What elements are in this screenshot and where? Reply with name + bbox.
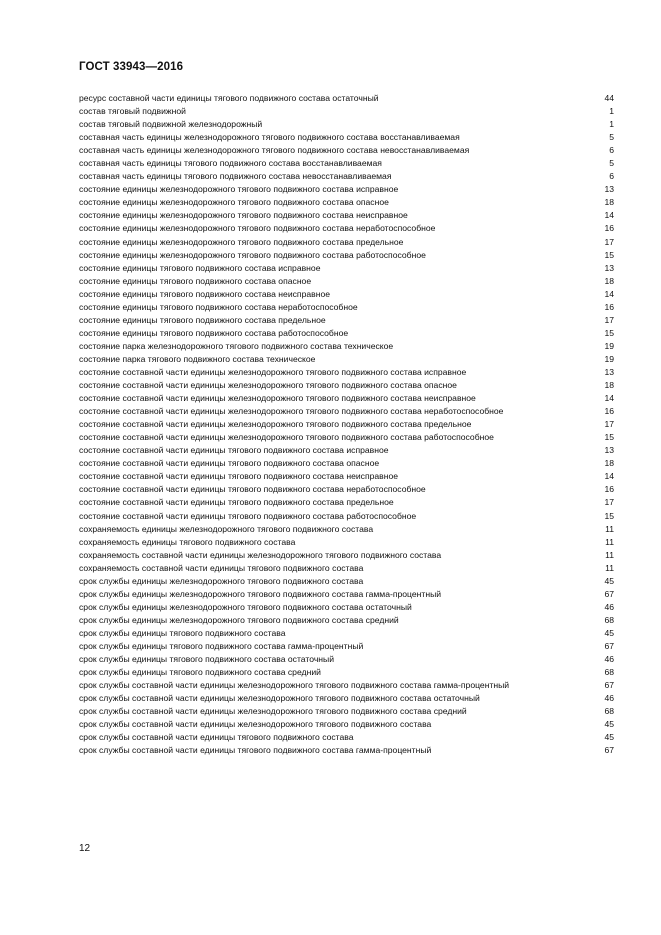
index-term: состояние составной части единицы тягового подвижного состава исправное — [79, 445, 389, 456]
index-entry — [79, 470, 614, 483]
index-page-ref: 45 — [604, 732, 614, 743]
index-page-ref: 1 — [609, 106, 614, 117]
index-page-ref: 67 — [604, 640, 614, 651]
index-term: состояние составной части единицы тягового подвижного состава неработоспособное — [79, 484, 426, 495]
alphabetical-index — [79, 92, 614, 757]
index-entry — [79, 92, 614, 105]
index-page-ref: 67 — [604, 680, 614, 691]
index-page-ref: 11 — [605, 536, 614, 547]
index-term: состояние составной части единицы железнодорожного тягового подвижного состава предельное — [79, 419, 472, 430]
index-page-ref: 11 — [605, 562, 614, 573]
index-entry — [79, 405, 614, 418]
index-page-ref: 11 — [605, 549, 614, 560]
index-entry — [79, 536, 614, 549]
index-entry — [79, 731, 614, 744]
index-term: состояние составной части единицы тягового подвижного состава предельное — [79, 497, 394, 508]
index-term: состояние составной части единицы железнодорожного тягового подвижного состава исправное — [79, 366, 467, 377]
index-entry — [79, 510, 614, 523]
index-entry — [79, 144, 614, 157]
index-term: состояние единицы железнодорожного тягового подвижного состава опасное — [79, 197, 389, 208]
index-entry — [79, 196, 614, 209]
index-term: состояние единицы железнодорожного тягового подвижного состава неисправное — [79, 210, 408, 221]
index-entry — [79, 118, 614, 131]
index-entry — [79, 483, 614, 496]
index-term: срок службы единицы тягового подвижного состава остаточный — [79, 654, 335, 665]
index-term: сохраняемость составной части единицы тягового подвижного состава — [79, 562, 364, 573]
index-term: составная часть единицы железнодорожного тягового подвижного состава невосстанавливаемая — [79, 145, 470, 156]
index-entry — [79, 353, 614, 366]
index-page-ref: 17 — [604, 314, 614, 325]
page-number: 12 — [79, 843, 91, 854]
index-term: состояние составной части единицы тягового подвижного состава неисправное — [79, 471, 399, 482]
index-term: срок службы единицы железнодорожного тягового подвижного состава гамма-процентный — [79, 588, 442, 599]
index-term: срок службы единицы тягового подвижного состава — [79, 627, 286, 638]
index-term: состав тяговый подвижной — [79, 106, 186, 117]
index-page-ref: 17 — [604, 419, 614, 430]
index-entry — [79, 653, 614, 666]
index-term: состояние единицы тягового подвижного состава исправное — [79, 262, 321, 273]
index-entry — [79, 105, 614, 118]
index-page-ref: 13 — [604, 184, 614, 195]
index-term: сохраняемость единицы тягового подвижного состава — [79, 536, 296, 547]
index-page-ref: 18 — [604, 458, 614, 469]
index-entry — [79, 549, 614, 562]
index-term: срок службы единицы тягового подвижного состава средний — [79, 667, 321, 678]
index-page-ref: 17 — [604, 236, 614, 247]
index-page-ref: 46 — [604, 601, 614, 612]
index-term: состояние составной части единицы железнодорожного тягового подвижного состава работоспособное — [79, 432, 494, 443]
index-page-ref: 15 — [604, 510, 614, 521]
index-page-ref: 46 — [604, 693, 614, 704]
index-entry — [79, 392, 614, 405]
index-term: состояние составной части единицы железнодорожного тягового подвижного состава неисправное — [79, 393, 476, 404]
index-page-ref: 16 — [604, 406, 614, 417]
index-entry — [79, 705, 614, 718]
index-page-ref: 44 — [604, 93, 614, 103]
index-page-ref: 16 — [604, 484, 614, 495]
index-term: состояние составной части единицы железнодорожного тягового подвижного состава опасное — [79, 380, 457, 391]
index-entry — [79, 444, 614, 457]
index-page-ref: 18 — [604, 380, 614, 391]
index-term: срок службы единицы железнодорожного тягового подвижного состава средний — [79, 614, 399, 625]
index-page-ref: 14 — [604, 210, 614, 221]
index-page-ref: 18 — [604, 197, 614, 208]
index-term: составная часть единицы тягового подвижного состава невосстанавливаемая — [79, 171, 392, 182]
index-page-ref: 45 — [604, 719, 614, 730]
index-term: состояние единицы железнодорожного тягового подвижного состава работоспособное — [79, 249, 426, 260]
index-page-ref: 14 — [604, 393, 614, 404]
index-entry — [79, 627, 614, 640]
index-entry — [79, 157, 614, 170]
document-header: ГОСТ 33943—2016 — [79, 61, 184, 73]
index-page-ref: 45 — [604, 627, 614, 638]
index-entry — [79, 666, 614, 679]
index-term: срок службы единицы железнодорожного тягового подвижного состава — [79, 575, 364, 586]
index-entry — [79, 575, 614, 588]
index-term: срок службы единицы тягового подвижного состава гамма-процентный — [79, 640, 364, 651]
index-term: состояние единицы железнодорожного тягового подвижного состава предельное — [79, 236, 404, 247]
index-entry — [79, 418, 614, 431]
index-entry — [79, 614, 614, 627]
index-entry — [79, 366, 614, 379]
index-term: состояние единицы тягового подвижного состава работоспособное — [79, 327, 349, 338]
index-entry — [79, 249, 614, 262]
index-page-ref: 6 — [609, 145, 614, 156]
index-entry — [79, 340, 614, 353]
index-term: состояние единицы железнодорожного тягового подвижного состава исправное — [79, 184, 399, 195]
index-term: составная часть единицы тягового подвижного состава восстанавливаемая — [79, 158, 382, 169]
index-entry — [79, 262, 614, 275]
index-term: срок службы составной части единицы тягового подвижного состава — [79, 732, 354, 743]
index-entry — [79, 431, 614, 444]
index-page-ref: 19 — [604, 340, 614, 351]
index-term: состояние единицы тягового подвижного состава предельное — [79, 314, 326, 325]
index-page-ref: 68 — [604, 706, 614, 717]
index-entry — [79, 562, 614, 575]
index-term: срок службы единицы железнодорожного тягового подвижного состава остаточный — [79, 601, 412, 612]
index-page-ref: 67 — [604, 745, 614, 756]
index-entry — [79, 640, 614, 653]
index-page-ref: 16 — [604, 223, 614, 234]
index-entry — [79, 275, 614, 288]
index-entry — [79, 457, 614, 470]
index-page-ref: 13 — [604, 445, 614, 456]
index-entry — [79, 379, 614, 392]
index-entry — [79, 288, 614, 301]
index-page-ref: 1 — [609, 119, 614, 130]
index-page-ref: 15 — [604, 327, 614, 338]
index-term: срок службы составной части единицы железнодорожного тягового подвижного состава гамма-процентный — [79, 680, 510, 691]
index-entry — [79, 523, 614, 536]
index-entry — [79, 496, 614, 509]
index-entry — [79, 183, 614, 196]
index-page-ref: 15 — [604, 432, 614, 443]
index-term: состояние составной части единицы тягового подвижного состава работоспособное — [79, 510, 417, 521]
index-page-ref: 6 — [609, 171, 614, 182]
index-term: состояние составной части единицы тягового подвижного состава опасное — [79, 458, 380, 469]
index-entry — [79, 209, 614, 222]
index-page-ref: 46 — [604, 654, 614, 665]
index-page-ref: 14 — [604, 471, 614, 482]
index-entry — [79, 170, 614, 183]
index-entry — [79, 588, 614, 601]
index-entry — [79, 131, 614, 144]
index-page-ref: 14 — [604, 288, 614, 299]
index-entry — [79, 236, 614, 249]
index-term: состояние составной части единицы железнодорожного тягового подвижного состава неработоспособное — [79, 406, 504, 417]
index-entry — [79, 679, 614, 692]
index-entry — [79, 222, 614, 235]
index-term: состояние парка железнодорожного тягового подвижного состава техническое — [79, 340, 394, 351]
index-page-ref: 68 — [604, 614, 614, 625]
index-term: срок службы составной части единицы железнодорожного тягового подвижного состава остаточный — [79, 693, 480, 704]
index-page-ref: 15 — [604, 249, 614, 260]
index-term: срок службы составной части единицы железнодорожного тягового подвижного состава средний — [79, 706, 467, 717]
index-page-ref: 5 — [609, 158, 614, 169]
index-term: ресурс составной части единицы тягового подвижного состава остаточный — [79, 93, 379, 103]
index-page-ref: 13 — [604, 366, 614, 377]
index-entry — [79, 692, 614, 705]
index-term: состояние парка тягового подвижного состава техническое — [79, 353, 316, 364]
index-page-ref: 5 — [609, 132, 614, 143]
index-term: составная часть единицы железнодорожного тягового подвижного состава восстанавливаемая — [79, 132, 460, 143]
index-entry — [79, 601, 614, 614]
index-term: сохраняемость единицы железнодорожного тягового подвижного состава — [79, 523, 374, 534]
index-entry — [79, 314, 614, 327]
index-term: состояние единицы тягового подвижного состава неработоспособное — [79, 301, 358, 312]
index-term: состояние единицы тягового подвижного состава неисправное — [79, 288, 331, 299]
index-page-ref: 45 — [604, 575, 614, 586]
index-page-ref: 68 — [604, 667, 614, 678]
index-term: состояние единицы железнодорожного тягового подвижного состава неработоспособное — [79, 223, 436, 234]
index-page-ref: 18 — [604, 275, 614, 286]
index-page-ref: 19 — [604, 353, 614, 364]
index-page-ref: 11 — [605, 523, 614, 534]
index-entry — [79, 301, 614, 314]
index-term: состояние единицы тягового подвижного состава опасное — [79, 275, 312, 286]
index-page-ref: 13 — [604, 262, 614, 273]
index-page-ref: 16 — [604, 301, 614, 312]
index-page-ref: 67 — [604, 588, 614, 599]
index-term: сохраняемость составной части единицы железнодорожного тягового подвижного состава — [79, 549, 442, 560]
index-entry — [79, 744, 614, 757]
index-term: срок службы составной части единицы железнодорожного тягового подвижного состава — [79, 719, 432, 730]
index-entry — [79, 327, 614, 340]
index-page-ref: 17 — [604, 497, 614, 508]
index-term: срок службы составной части единицы тягового подвижного состава гамма-процентный — [79, 745, 432, 756]
index-entry — [79, 718, 614, 731]
index-term: состав тяговый подвижной железнодорожный — [79, 119, 263, 130]
